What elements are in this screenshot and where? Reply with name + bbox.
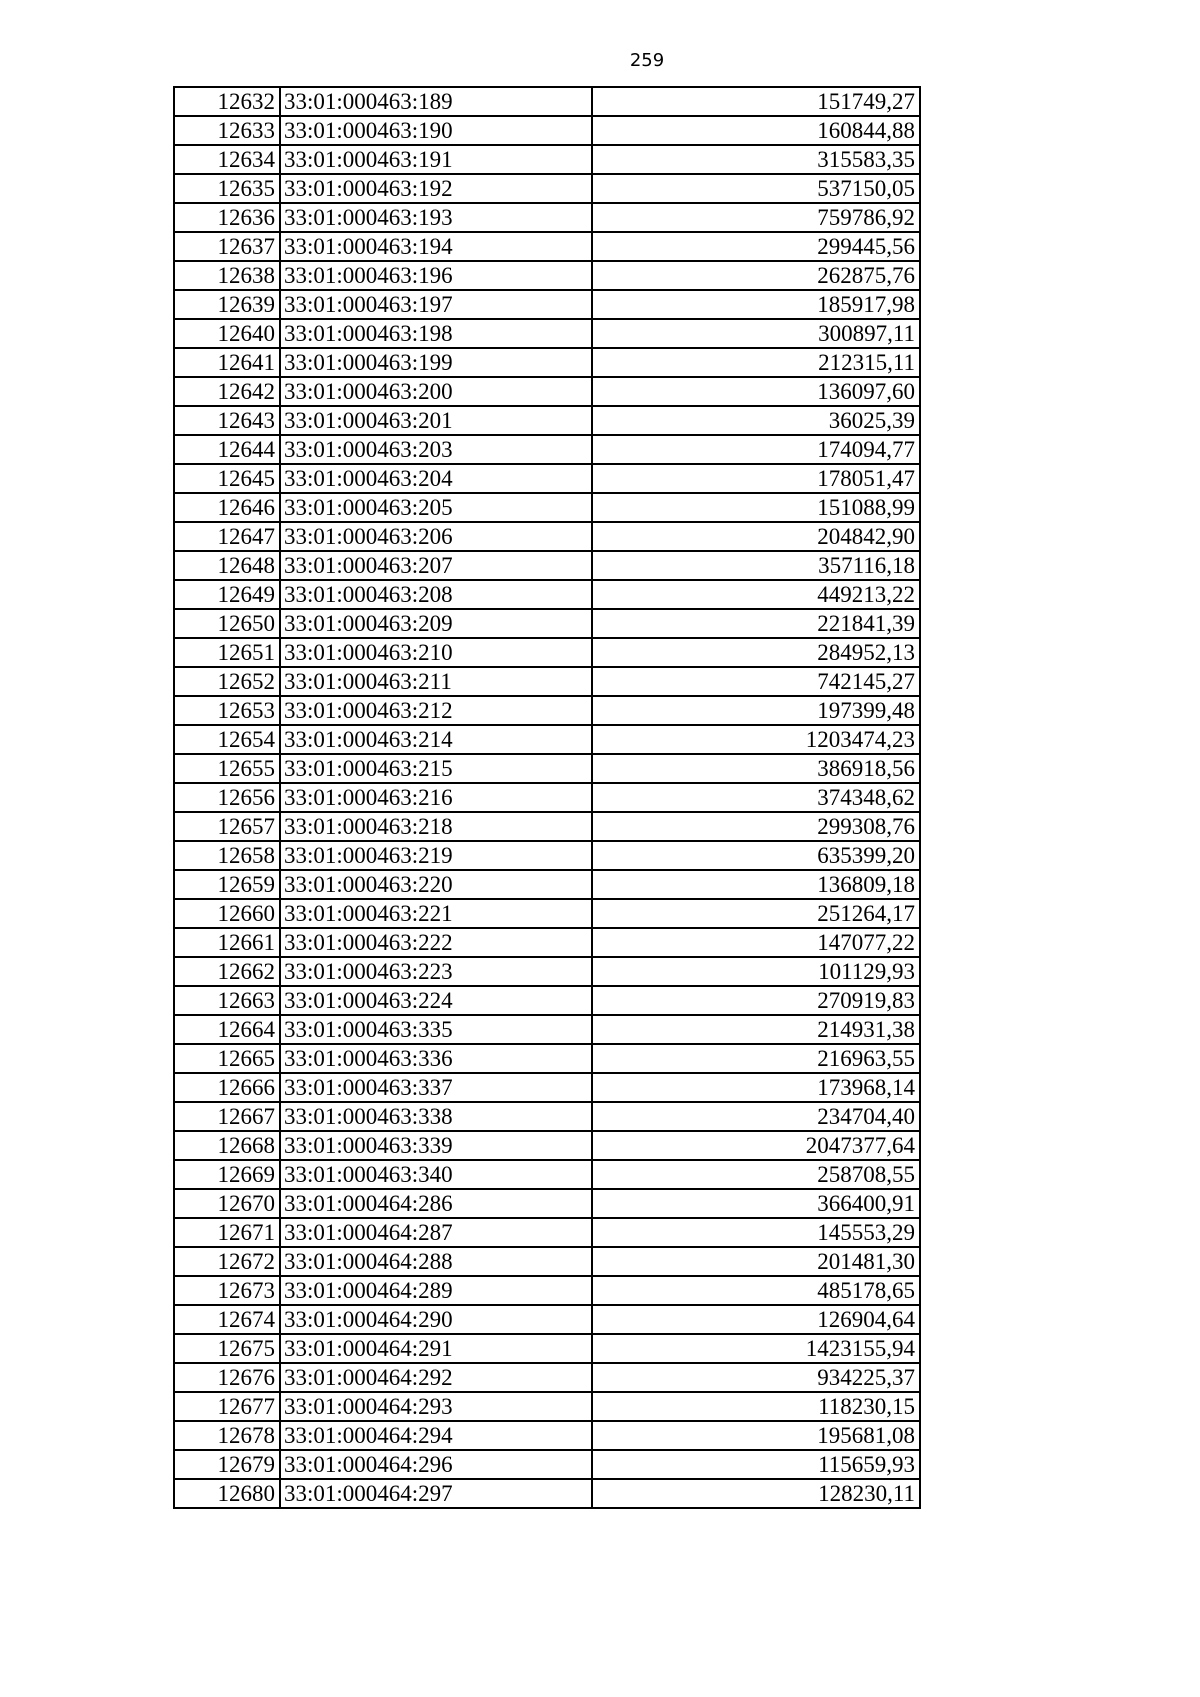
cadastral-number-cell: 33:01:000463:194 <box>280 232 592 261</box>
value-cell: 742145,27 <box>592 667 920 696</box>
cadastral-number-cell: 33:01:000463:193 <box>280 203 592 232</box>
cadastral-number-cell: 33:01:000463:223 <box>280 957 592 986</box>
table-row <box>174 1247 920 1276</box>
value-cell: 160844,88 <box>592 116 920 145</box>
value-cell: 128230,11 <box>592 1479 920 1508</box>
cadastral-number-cell: 33:01:000463:218 <box>280 812 592 841</box>
value-cell: 221841,39 <box>592 609 920 638</box>
table-row <box>174 725 920 754</box>
row-number-cell: 12670 <box>174 1189 280 1218</box>
row-number-cell: 12677 <box>174 1392 280 1421</box>
row-number-cell: 12680 <box>174 1479 280 1508</box>
value-cell: 185917,98 <box>592 290 920 319</box>
data-table <box>173 86 921 1509</box>
table-row <box>174 1218 920 1247</box>
value-cell: 251264,17 <box>592 899 920 928</box>
cadastral-number-cell: 33:01:000463:336 <box>280 1044 592 1073</box>
value-cell: 201481,30 <box>592 1247 920 1276</box>
table-row <box>174 783 920 812</box>
cadastral-number-cell: 33:01:000463:337 <box>280 1073 592 1102</box>
value-cell: 449213,22 <box>592 580 920 609</box>
row-number-cell: 12679 <box>174 1450 280 1479</box>
row-number-cell: 12649 <box>174 580 280 609</box>
cadastral-number-cell: 33:01:000463:222 <box>280 928 592 957</box>
cadastral-number-cell: 33:01:000463:208 <box>280 580 592 609</box>
row-number-cell: 12650 <box>174 609 280 638</box>
value-cell: 258708,55 <box>592 1160 920 1189</box>
cadastral-number-cell: 33:01:000463:198 <box>280 319 592 348</box>
cadastral-number-cell: 33:01:000463:207 <box>280 551 592 580</box>
row-number-cell: 12640 <box>174 319 280 348</box>
table-row <box>174 1479 920 1508</box>
value-cell: 178051,47 <box>592 464 920 493</box>
value-cell: 284952,13 <box>592 638 920 667</box>
row-number-cell: 12641 <box>174 348 280 377</box>
value-cell: 537150,05 <box>592 174 920 203</box>
table-row <box>174 928 920 957</box>
cadastral-number-cell: 33:01:000463:197 <box>280 290 592 319</box>
value-cell: 635399,20 <box>592 841 920 870</box>
value-cell: 374348,62 <box>592 783 920 812</box>
table-row <box>174 1044 920 1073</box>
table-row <box>174 522 920 551</box>
value-cell: 36025,39 <box>592 406 920 435</box>
row-number-cell: 12643 <box>174 406 280 435</box>
row-number-cell: 12666 <box>174 1073 280 1102</box>
table-row <box>174 464 920 493</box>
value-cell: 145553,29 <box>592 1218 920 1247</box>
cadastral-number-cell: 33:01:000464:294 <box>280 1421 592 1450</box>
cadastral-number-cell: 33:01:000464:286 <box>280 1189 592 1218</box>
table-row <box>174 348 920 377</box>
cadastral-number-cell: 33:01:000463:205 <box>280 493 592 522</box>
table-row <box>174 754 920 783</box>
row-number-cell: 12667 <box>174 1102 280 1131</box>
table-row <box>174 1131 920 1160</box>
cadastral-number-cell: 33:01:000463:224 <box>280 986 592 1015</box>
row-number-cell: 12671 <box>174 1218 280 1247</box>
row-number-cell: 12672 <box>174 1247 280 1276</box>
table-row <box>174 696 920 725</box>
cadastral-number-cell: 33:01:000464:290 <box>280 1305 592 1334</box>
row-number-cell: 12645 <box>174 464 280 493</box>
row-number-cell: 12652 <box>174 667 280 696</box>
table-row <box>174 406 920 435</box>
cadastral-number-cell: 33:01:000464:292 <box>280 1363 592 1392</box>
value-cell: 300897,11 <box>592 319 920 348</box>
cadastral-number-cell: 33:01:000463:335 <box>280 1015 592 1044</box>
value-cell: 173968,14 <box>592 1073 920 1102</box>
row-number-cell: 12635 <box>174 174 280 203</box>
value-cell: 366400,91 <box>592 1189 920 1218</box>
value-cell: 101129,93 <box>592 957 920 986</box>
row-number-cell: 12655 <box>174 754 280 783</box>
cadastral-number-cell: 33:01:000463:206 <box>280 522 592 551</box>
row-number-cell: 12662 <box>174 957 280 986</box>
value-cell: 151088,99 <box>592 493 920 522</box>
value-cell: 136809,18 <box>592 870 920 899</box>
cadastral-number-cell: 33:01:000463:191 <box>280 145 592 174</box>
row-number-cell: 12663 <box>174 986 280 1015</box>
value-cell: 214931,38 <box>592 1015 920 1044</box>
table-row <box>174 377 920 406</box>
row-number-cell: 12654 <box>174 725 280 754</box>
cadastral-number-cell: 33:01:000464:289 <box>280 1276 592 1305</box>
cadastral-number-cell: 33:01:000463:340 <box>280 1160 592 1189</box>
table-row <box>174 551 920 580</box>
cadastral-number-cell: 33:01:000464:291 <box>280 1334 592 1363</box>
row-number-cell: 12659 <box>174 870 280 899</box>
cadastral-number-cell: 33:01:000463:200 <box>280 377 592 406</box>
cadastral-number-cell: 33:01:000463:338 <box>280 1102 592 1131</box>
row-number-cell: 12651 <box>174 638 280 667</box>
table-row <box>174 174 920 203</box>
value-cell: 234704,40 <box>592 1102 920 1131</box>
value-cell: 357116,18 <box>592 551 920 580</box>
row-number-cell: 12634 <box>174 145 280 174</box>
table-row <box>174 609 920 638</box>
value-cell: 934225,37 <box>592 1363 920 1392</box>
cadastral-number-cell: 33:01:000463:216 <box>280 783 592 812</box>
value-cell: 485178,65 <box>592 1276 920 1305</box>
value-cell: 386918,56 <box>592 754 920 783</box>
value-cell: 197399,48 <box>592 696 920 725</box>
row-number-cell: 12636 <box>174 203 280 232</box>
table-body <box>174 87 920 1508</box>
value-cell: 759786,92 <box>592 203 920 232</box>
row-number-cell: 12665 <box>174 1044 280 1073</box>
table-row <box>174 1305 920 1334</box>
row-number-cell: 12644 <box>174 435 280 464</box>
value-cell: 115659,93 <box>592 1450 920 1479</box>
row-number-cell: 12656 <box>174 783 280 812</box>
value-cell: 2047377,64 <box>592 1131 920 1160</box>
table-row <box>174 638 920 667</box>
cadastral-number-cell: 33:01:000463:190 <box>280 116 592 145</box>
table-row <box>174 580 920 609</box>
row-number-cell: 12675 <box>174 1334 280 1363</box>
row-number-cell: 12668 <box>174 1131 280 1160</box>
row-number-cell: 12642 <box>174 377 280 406</box>
table-row <box>174 957 920 986</box>
table-row <box>174 1450 920 1479</box>
row-number-cell: 12676 <box>174 1363 280 1392</box>
cadastral-number-cell: 33:01:000463:220 <box>280 870 592 899</box>
cadastral-number-cell: 33:01:000463:214 <box>280 725 592 754</box>
cadastral-number-cell: 33:01:000463:221 <box>280 899 592 928</box>
table-row <box>174 986 920 1015</box>
table-row <box>174 1160 920 1189</box>
value-cell: 262875,76 <box>592 261 920 290</box>
table-row <box>174 1015 920 1044</box>
row-number-cell: 12638 <box>174 261 280 290</box>
cadastral-number-cell: 33:01:000463:192 <box>280 174 592 203</box>
table-row <box>174 899 920 928</box>
value-cell: 270919,83 <box>592 986 920 1015</box>
row-number-cell: 12637 <box>174 232 280 261</box>
row-number-cell: 12633 <box>174 116 280 145</box>
cadastral-number-cell: 33:01:000463:189 <box>280 87 592 116</box>
cadastral-number-cell: 33:01:000463:199 <box>280 348 592 377</box>
value-cell: 204842,90 <box>592 522 920 551</box>
table-row <box>174 667 920 696</box>
value-cell: 195681,08 <box>592 1421 920 1450</box>
cadastral-number-cell: 33:01:000463:204 <box>280 464 592 493</box>
table-row <box>174 493 920 522</box>
table-row <box>174 435 920 464</box>
value-cell: 1203474,23 <box>592 725 920 754</box>
cadastral-number-cell: 33:01:000463:209 <box>280 609 592 638</box>
table-row <box>174 1276 920 1305</box>
value-cell: 174094,77 <box>592 435 920 464</box>
cadastral-number-cell: 33:01:000463:212 <box>280 696 592 725</box>
value-cell: 118230,15 <box>592 1392 920 1421</box>
row-number-cell: 12632 <box>174 87 280 116</box>
table-row <box>174 841 920 870</box>
value-cell: 216963,55 <box>592 1044 920 1073</box>
table-row <box>174 812 920 841</box>
cadastral-number-cell: 33:01:000464:287 <box>280 1218 592 1247</box>
value-cell: 126904,64 <box>592 1305 920 1334</box>
cadastral-number-cell: 33:01:000463:211 <box>280 667 592 696</box>
cadastral-number-cell: 33:01:000464:297 <box>280 1479 592 1508</box>
cadastral-number-cell: 33:01:000464:288 <box>280 1247 592 1276</box>
cadastral-number-cell: 33:01:000464:296 <box>280 1450 592 1479</box>
value-cell: 299308,76 <box>592 812 920 841</box>
table-row <box>174 870 920 899</box>
cadastral-number-cell: 33:01:000463:196 <box>280 261 592 290</box>
table-row <box>174 1102 920 1131</box>
table-row <box>174 319 920 348</box>
cadastral-number-cell: 33:01:000463:339 <box>280 1131 592 1160</box>
row-number-cell: 12678 <box>174 1421 280 1450</box>
cadastral-number-cell: 33:01:000463:215 <box>280 754 592 783</box>
row-number-cell: 12648 <box>174 551 280 580</box>
value-cell: 136097,60 <box>592 377 920 406</box>
value-cell: 1423155,94 <box>592 1334 920 1363</box>
table-row <box>174 1392 920 1421</box>
table-row <box>174 232 920 261</box>
table-row <box>174 261 920 290</box>
table-row <box>174 1073 920 1102</box>
row-number-cell: 12664 <box>174 1015 280 1044</box>
row-number-cell: 12646 <box>174 493 280 522</box>
value-cell: 315583,35 <box>592 145 920 174</box>
table-row <box>174 203 920 232</box>
row-number-cell: 12657 <box>174 812 280 841</box>
row-number-cell: 12660 <box>174 899 280 928</box>
row-number-cell: 12658 <box>174 841 280 870</box>
cadastral-number-cell: 33:01:000464:293 <box>280 1392 592 1421</box>
table-row <box>174 87 920 116</box>
row-number-cell: 12653 <box>174 696 280 725</box>
cadastral-number-cell: 33:01:000463:210 <box>280 638 592 667</box>
row-number-cell: 12669 <box>174 1160 280 1189</box>
table-row <box>174 145 920 174</box>
cadastral-number-cell: 33:01:000463:201 <box>280 406 592 435</box>
value-cell: 151749,27 <box>592 87 920 116</box>
row-number-cell: 12673 <box>174 1276 280 1305</box>
row-number-cell: 12661 <box>174 928 280 957</box>
table-row <box>174 116 920 145</box>
cadastral-number-cell: 33:01:000463:219 <box>280 841 592 870</box>
row-number-cell: 12674 <box>174 1305 280 1334</box>
row-number-cell: 12647 <box>174 522 280 551</box>
value-cell: 299445,56 <box>592 232 920 261</box>
page-number: 259 <box>629 50 665 71</box>
table-row <box>174 1189 920 1218</box>
table-row <box>174 290 920 319</box>
table-row <box>174 1421 920 1450</box>
table-row <box>174 1363 920 1392</box>
cadastral-number-cell: 33:01:000463:203 <box>280 435 592 464</box>
value-cell: 212315,11 <box>592 348 920 377</box>
row-number-cell: 12639 <box>174 290 280 319</box>
value-cell: 147077,22 <box>592 928 920 957</box>
table-row <box>174 1334 920 1363</box>
